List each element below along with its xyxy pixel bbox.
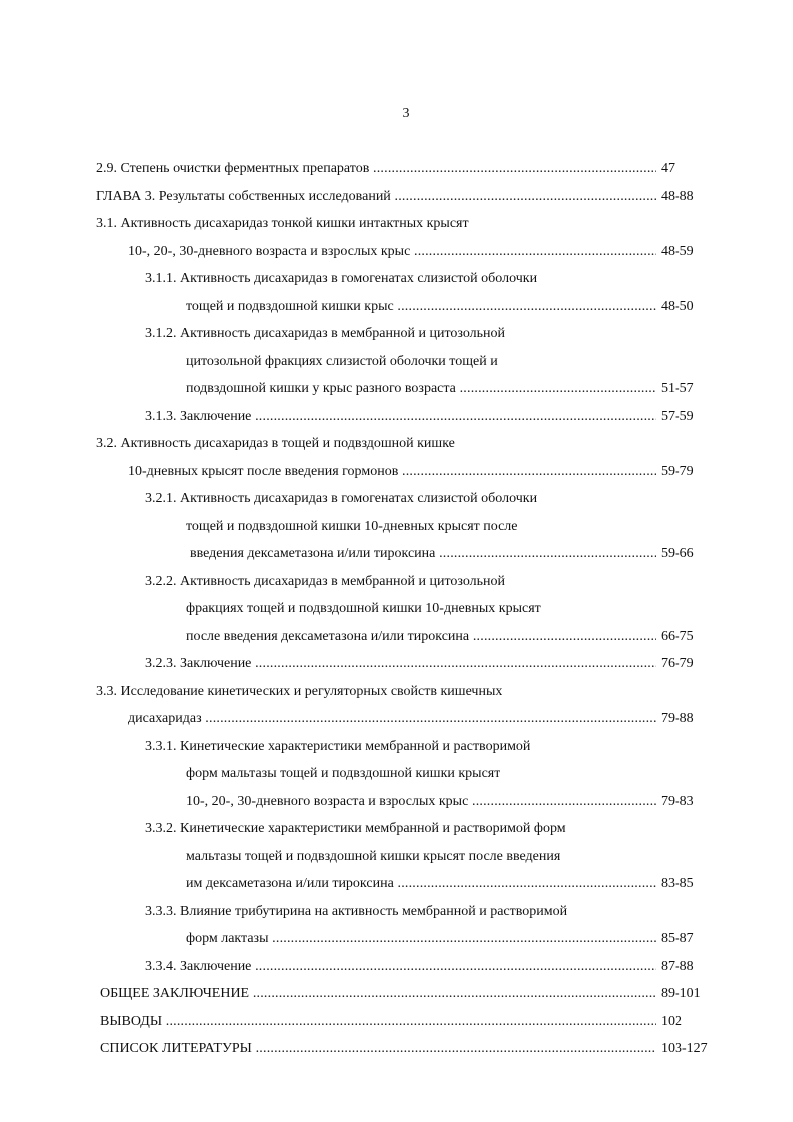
toc-entry — [0, 650, 793, 678]
toc-entry-title: 2.9. Степень очистки ферментных препаратов ..... — [96, 155, 656, 183]
toc-entry-title: СПИСОК ЛИТЕРАТУРЫ ..... — [100, 1035, 656, 1063]
toc-entry — [0, 320, 793, 348]
toc-entry — [0, 513, 793, 541]
toc-entry-page: 79-88 — [661, 711, 694, 726]
toc-entry-title: дисахаридаз ..... — [128, 705, 656, 733]
toc-entry-title: 3.1.3. Заключение ..... — [145, 403, 656, 431]
toc-entry — [0, 678, 793, 706]
toc-entry-page: 48-59 — [661, 243, 694, 259]
toc-entry — [0, 1035, 793, 1063]
toc-entry — [0, 265, 793, 293]
toc-entry-title: 10-, 20-, 30-дневного возраста и взрослых крыс ..... — [186, 788, 656, 816]
toc-entry-page: 83-85 — [661, 876, 694, 891]
toc-entry — [0, 485, 793, 513]
toc-entry-page: 76-79 — [661, 656, 694, 671]
toc-entry-title: 3.3.1. Кинетические характеристики мембранной и растворимой — [145, 738, 531, 754]
toc-entry-title: форм лактазы ..... — [186, 925, 656, 953]
toc-entry — [0, 155, 793, 183]
toc-entry-page: 59-66 — [661, 546, 694, 561]
toc-entry-title: 3.3.2. Кинетические характеристики мембранной и растворимой форм — [145, 821, 566, 836]
toc-entry-title: 3.1.1. Активность дисахаридаз в гомогенатах слизистой оболочки — [145, 271, 538, 286]
toc-entry — [0, 623, 793, 651]
toc-entry-title: 10-, 20-, 30-дневного возраста и взрослых крыс ..... — [128, 238, 656, 266]
toc-entry-title: форм мальтазы тощей и подвздошной кишки крысят — [186, 766, 501, 781]
toc-entry — [0, 953, 793, 981]
toc-entry-title: им дексаметазона и/или тироксина ..... — [186, 870, 656, 898]
toc-entry — [0, 238, 793, 266]
toc-entry-title: мальтазы тощей и подвздошной кишки крысят после введения — [186, 848, 561, 864]
toc-entry-title: 3.3.4. Заключение ..... — [145, 953, 656, 981]
toc-entry-title: ВЫВОДЫ ..... — [100, 1008, 656, 1036]
toc-entry-page: 48-88 — [661, 188, 694, 204]
toc-entry — [0, 870, 793, 898]
toc-entry-title: фракциях тощей и подвздошной кишки 10-дневных крысят — [186, 601, 541, 616]
toc-entry-title: 3.3. Исследование кинетических и регуляторных свойств кишечных — [96, 683, 503, 699]
toc-entry — [0, 183, 793, 211]
toc-entry — [0, 540, 793, 568]
toc-entry-page: 85-87 — [661, 931, 694, 946]
toc-entry — [0, 980, 793, 1008]
toc-entry-page: 48-50 — [661, 298, 694, 314]
toc-entry — [0, 733, 793, 761]
toc-entry — [0, 815, 793, 843]
table-of-contents — [0, 155, 793, 1063]
toc-entry-title: цитозольной фракциях слизистой оболочки тощей и — [186, 353, 498, 369]
toc-entry — [0, 898, 793, 926]
toc-entry-title: 3.2.3. Заключение ..... — [145, 650, 656, 678]
toc-entry — [0, 1008, 793, 1036]
toc-entry-page: 57-59 — [661, 408, 694, 424]
toc-entry-page: 103-127 — [661, 1041, 708, 1056]
toc-entry-page: 102 — [661, 1013, 682, 1029]
toc-entry — [0, 568, 793, 596]
toc-entry-title: 3.1. Активность дисахаридаз тонкой кишки интактных крысят — [96, 216, 469, 231]
toc-entry-title: подвздошной кишки у крыс разного возраста ..... — [186, 375, 656, 403]
toc-entry — [0, 705, 793, 733]
toc-entry-title: тощей и подвздошной кишки 10-дневных крысят после — [186, 518, 518, 534]
toc-entry-title: 3.2.1. Активность дисахаридаз в гомогенатах слизистой оболочки — [145, 491, 538, 506]
toc-entry — [0, 595, 793, 623]
toc-entry — [0, 788, 793, 816]
toc-entry-title: после введения дексаметазона и/или тироксина ..... — [186, 623, 656, 651]
toc-entry — [0, 403, 793, 431]
toc-entry-page: 51-57 — [661, 381, 694, 396]
toc-entry-title: ГЛАВА 3. Результаты собственных исследований ..... — [96, 183, 656, 211]
toc-entry-title: введения дексаметазона и/или тироксина ..... — [190, 540, 656, 568]
toc-entry-title: 3.2.2. Активность дисахаридаз в мембранной и цитозольной — [145, 573, 505, 589]
toc-entry — [0, 843, 793, 871]
toc-entry — [0, 293, 793, 321]
toc-entry — [0, 458, 793, 486]
toc-entry-title: 10-дневных крысят после введения гормонов ..... — [128, 458, 656, 486]
toc-entry-title: ОБЩЕЕ ЗАКЛЮЧЕНИЕ ..... — [100, 980, 656, 1008]
toc-entry-page: 89-101 — [661, 986, 701, 1001]
toc-entry — [0, 210, 793, 238]
toc-entry-title: 3.3.3. Влияние трибутирина на активность мембранной и растворимой — [145, 903, 568, 919]
toc-entry — [0, 430, 793, 458]
toc-entry-page: 87-88 — [661, 958, 694, 974]
toc-entry-title: тощей и подвздошной кишки крыс ..... — [186, 293, 656, 321]
toc-entry — [0, 348, 793, 376]
toc-entry — [0, 375, 793, 403]
toc-entry-page: 66-75 — [661, 628, 694, 644]
toc-entry — [0, 760, 793, 788]
toc-entry-title: 3.2. Активность дисахаридаз в тощей и подвздошной кишке — [96, 436, 455, 451]
toc-entry-page: 47 — [661, 161, 675, 176]
toc-entry — [0, 925, 793, 953]
toc-entry-page: 59-79 — [661, 463, 694, 479]
toc-entry-title: 3.1.2. Активность дисахаридаз в мембранной и цитозольной — [145, 326, 505, 341]
page-number: 3 — [402, 106, 410, 121]
toc-entry-page: 79-83 — [661, 793, 694, 809]
